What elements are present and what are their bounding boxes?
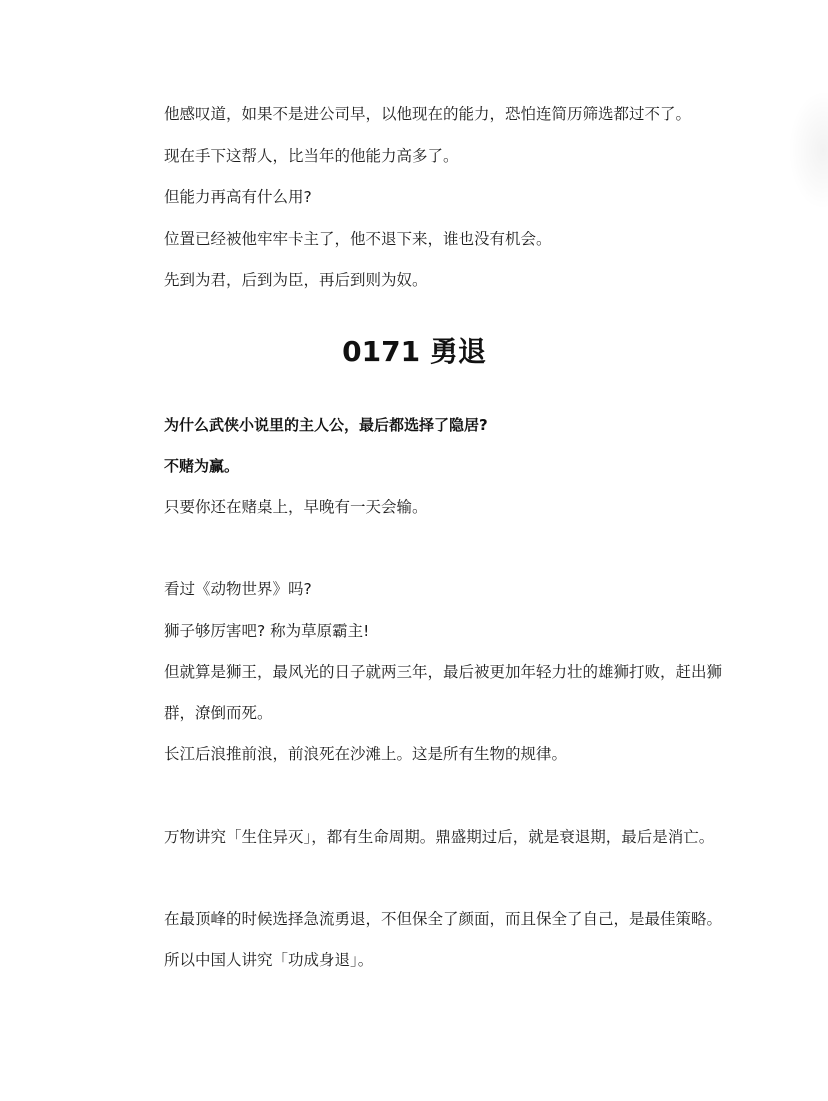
paragraph: 但就算是狮王，最风光的日子就两三年，最后被更加年轻力壮的雄狮打败，赶出狮	[164, 663, 723, 681]
paragraph: 他感叹道，如果不是进公司早，以他现在的能力，恐怕连简历筛选都过不了。	[164, 105, 692, 123]
paragraph: 狮子够厉害吧? 称为草原霸主!	[164, 622, 370, 640]
chapter-title: 0171 勇退	[342, 335, 486, 368]
lead-answer: 不赌为赢。	[164, 457, 240, 475]
paragraph: 群，潦倒而死。	[164, 704, 273, 722]
paragraph: 先到为君，后到为臣，再后到则为奴。	[164, 271, 428, 289]
paragraph: 看过《动物世界》吗?	[164, 580, 312, 598]
paragraph: 长江后浪推前浪，前浪死在沙滩上。这是所有生物的规律。	[164, 745, 568, 763]
paragraph: 万物讲究「生住异灭」，都有生命周期。鼎盛期过后，就是衰退期，最后是消亡。	[164, 828, 715, 846]
page-edge-shadow	[788, 90, 828, 210]
paragraph: 在最顶峰的时候选择急流勇退，不但保全了颜面，而且保全了自己，是最佳策略。	[164, 910, 723, 928]
paragraph: 所以中国人讲究「功成身退」。	[164, 951, 374, 969]
paragraph: 现在手下这帮人，比当年的他能力高多了。	[164, 147, 459, 165]
paragraph: 位置已经被他牢牢卡主了，他不退下来，谁也没有机会。	[164, 230, 552, 248]
paragraph: 只要你还在赌桌上，早晚有一天会输。	[164, 498, 428, 516]
paragraph: 但能力再高有什么用?	[164, 188, 312, 206]
lead-question: 为什么武侠小说里的主人公，最后都选择了隐居?	[164, 416, 488, 434]
